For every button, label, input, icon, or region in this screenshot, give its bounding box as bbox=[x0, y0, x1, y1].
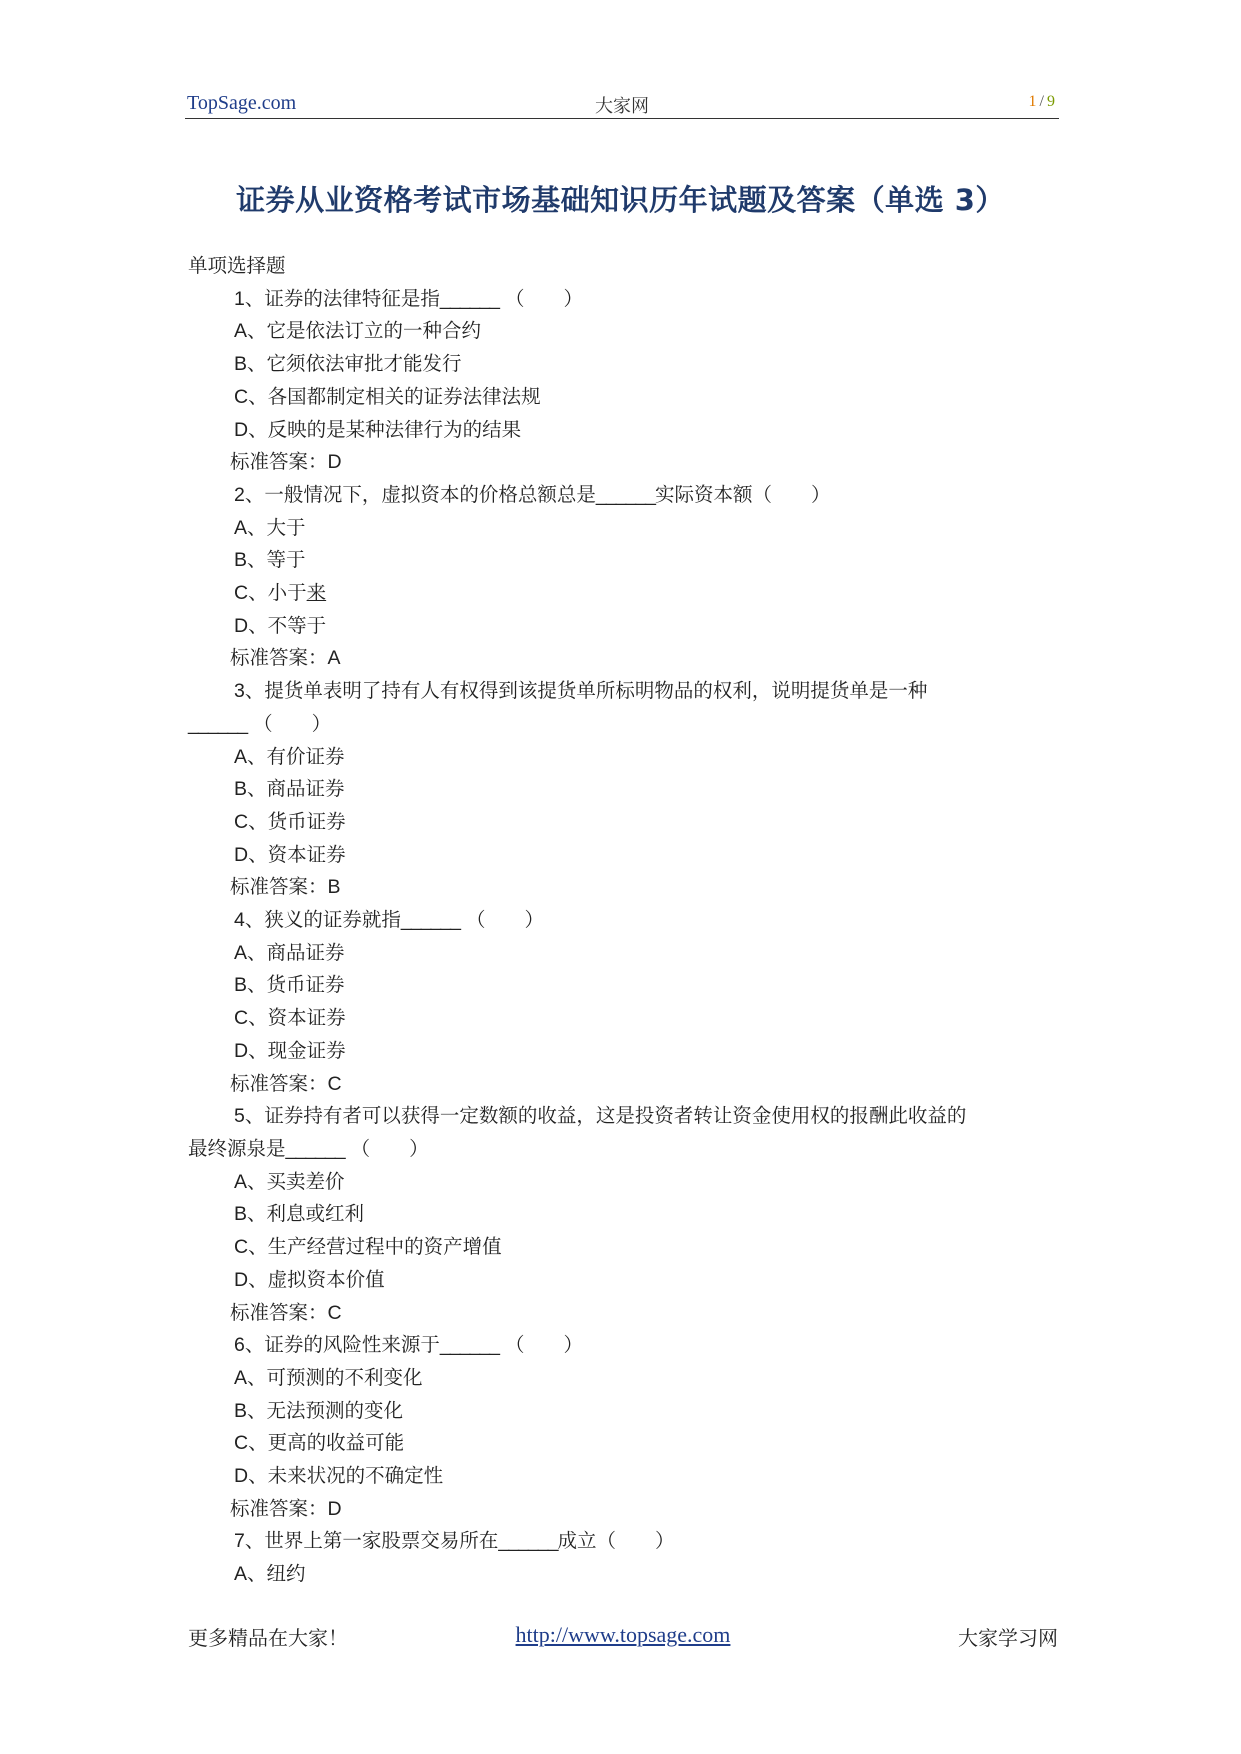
question-stem: 、狭义的证券就指 bbox=[244, 908, 401, 932]
option bbox=[188, 1395, 1058, 1428]
standard-answer bbox=[188, 642, 1058, 675]
option-letter: A bbox=[234, 745, 248, 768]
option-letter: C bbox=[234, 1432, 249, 1455]
option bbox=[188, 1264, 1058, 1297]
option-letter: D bbox=[234, 1268, 249, 1291]
option-letter: D bbox=[234, 843, 249, 866]
answer-blank: ______ bbox=[439, 1334, 499, 1357]
option-text: 、资本证券 bbox=[248, 842, 346, 866]
option-text: 、商品证券 bbox=[247, 940, 345, 964]
option-text: 、纽约 bbox=[247, 1562, 306, 1586]
option-letter: A bbox=[234, 941, 248, 964]
option-text: 、货币证券 bbox=[247, 973, 345, 997]
footer-site-link[interactable]: http://www.topsage.com bbox=[515, 1622, 731, 1647]
page-header bbox=[185, 88, 1059, 119]
option bbox=[188, 348, 1058, 381]
question-suffix: 成立（ ） bbox=[557, 1529, 675, 1553]
question-stem-continued: 最终源泉是 bbox=[188, 1136, 286, 1160]
answer-label: 标准答案： bbox=[230, 1300, 328, 1324]
option-text: 、可预测的不利变化 bbox=[247, 1365, 423, 1389]
standard-answer bbox=[188, 1297, 1058, 1330]
answer-blank: ______ bbox=[498, 1530, 558, 1553]
question-number: 1 bbox=[234, 287, 245, 310]
option bbox=[188, 937, 1058, 970]
option bbox=[188, 512, 1058, 545]
option-text: 、商品证券 bbox=[247, 777, 345, 801]
question-number: 3 bbox=[234, 680, 245, 703]
option-letter: D bbox=[234, 614, 249, 637]
option-extra: 来 bbox=[306, 581, 327, 605]
question-number: 5 bbox=[234, 1105, 245, 1128]
answer-blank: ______ bbox=[439, 287, 499, 310]
answer-blank: ______ bbox=[188, 712, 248, 735]
answer-value: C bbox=[327, 1301, 342, 1324]
section-label: 单项选择题 bbox=[188, 254, 286, 277]
question-3-continued bbox=[188, 708, 1058, 741]
option bbox=[188, 1166, 1058, 1199]
option-text: 、未来状况的不确定性 bbox=[248, 1464, 444, 1488]
option bbox=[188, 1427, 1058, 1460]
option bbox=[188, 773, 1058, 806]
question-number: 7 bbox=[234, 1530, 245, 1553]
option-text: 、货币证券 bbox=[248, 809, 346, 833]
option-text: 、买卖差价 bbox=[247, 1169, 345, 1193]
option bbox=[188, 1198, 1058, 1231]
answer-value: B bbox=[327, 876, 341, 899]
question-7 bbox=[188, 1525, 1058, 1558]
answer-value: D bbox=[327, 451, 342, 474]
option-text: 、反映的是某种法律行为的结果 bbox=[248, 417, 522, 441]
option bbox=[188, 315, 1058, 348]
question-4 bbox=[188, 904, 1058, 937]
option bbox=[188, 610, 1058, 643]
option-letter: A bbox=[234, 1563, 248, 1586]
option bbox=[188, 1558, 1058, 1591]
option-letter: C bbox=[234, 810, 249, 833]
option-text: 、资本证券 bbox=[248, 1006, 346, 1030]
answer-label: 标准答案： bbox=[230, 646, 328, 670]
question-5-continued bbox=[188, 1133, 1058, 1166]
question-stem: 、证券的风险性来源于 bbox=[244, 1333, 440, 1357]
question-stem: 、世界上第一家股票交易所在 bbox=[244, 1529, 499, 1553]
option bbox=[188, 1035, 1058, 1068]
answer-value: C bbox=[327, 1072, 342, 1095]
question-3 bbox=[188, 675, 1058, 708]
answer-blank: ______ bbox=[595, 483, 655, 506]
footer-site-name: 大家学习网 bbox=[958, 1626, 1058, 1650]
option-text: 、不等于 bbox=[248, 613, 327, 637]
option-text: 、无法预测的变化 bbox=[247, 1398, 404, 1422]
question-5 bbox=[188, 1100, 1058, 1133]
page-current: 1 bbox=[1028, 93, 1037, 110]
option bbox=[188, 1362, 1058, 1395]
option-letter: A bbox=[234, 1170, 248, 1193]
question-suffix: （ ） bbox=[504, 286, 583, 310]
question-number: 2 bbox=[234, 483, 245, 506]
option bbox=[188, 839, 1058, 872]
option bbox=[188, 1002, 1058, 1035]
answer-label: 标准答案： bbox=[230, 1496, 328, 1520]
question-suffix: （ ） bbox=[350, 1136, 429, 1160]
option-letter: A bbox=[234, 516, 248, 539]
question-1 bbox=[188, 283, 1058, 316]
question-suffix: （ ） bbox=[253, 711, 332, 735]
standard-answer bbox=[188, 446, 1058, 479]
question-number: 6 bbox=[234, 1334, 245, 1357]
answer-blank: ______ bbox=[400, 909, 460, 932]
question-6 bbox=[188, 1329, 1058, 1362]
standard-answer bbox=[188, 871, 1058, 904]
page-separator: / bbox=[1039, 93, 1044, 110]
option-text: 、它须依法审批才能发行 bbox=[247, 352, 462, 376]
option-letter: B bbox=[234, 353, 248, 376]
header-site-link[interactable]: TopSage.com bbox=[187, 92, 297, 114]
question-number: 4 bbox=[234, 909, 245, 932]
page-footer bbox=[188, 1622, 1058, 1652]
question-suffix: 实际资本额（ ） bbox=[654, 482, 831, 506]
option-letter: C bbox=[234, 582, 249, 605]
option-text: 、现金证券 bbox=[248, 1038, 346, 1062]
question-suffix: （ ） bbox=[465, 908, 544, 932]
option-letter: D bbox=[234, 1039, 249, 1062]
option-letter: B bbox=[234, 974, 248, 997]
question-stem: 、提货单表明了持有人有权得到该提货单所标明物品的权利，说明提货单是一种 bbox=[244, 679, 928, 703]
question-stem: 、一般情况下，虚拟资本的价格总额总是 bbox=[244, 482, 596, 506]
option-letter: B bbox=[234, 549, 248, 572]
answer-label: 标准答案： bbox=[230, 1071, 328, 1095]
option-letter: D bbox=[234, 1465, 249, 1488]
option-text: 、虚拟资本价值 bbox=[248, 1267, 385, 1291]
option bbox=[188, 969, 1058, 1002]
question-stem: 、证券持有者可以获得一定数额的收益，这是投资者转让资金使用权的报酬此收益的 bbox=[244, 1104, 967, 1128]
header-center-title: 大家网 bbox=[595, 96, 649, 117]
option-text: 、更高的收益可能 bbox=[248, 1431, 405, 1455]
document-body bbox=[188, 250, 1058, 1591]
option bbox=[188, 414, 1058, 447]
question-suffix: （ ） bbox=[504, 1333, 583, 1357]
answer-value: D bbox=[327, 1497, 342, 1520]
option-text: 、生产经营过程中的资产增值 bbox=[248, 1235, 502, 1259]
standard-answer bbox=[188, 1068, 1058, 1101]
option bbox=[188, 806, 1058, 839]
question-stem: 、证券的法律特征是指 bbox=[244, 286, 440, 310]
option-letter: C bbox=[234, 385, 249, 408]
option bbox=[188, 544, 1058, 577]
page-counter bbox=[1029, 93, 1055, 111]
answer-value: A bbox=[327, 647, 341, 670]
option-text: 、它是依法订立的一种合约 bbox=[247, 319, 482, 343]
option bbox=[188, 741, 1058, 774]
document-title: 证券从业资格考试市场基础知识历年试题及答案（单选 3） bbox=[236, 183, 1005, 217]
footer-slogan: 更多精品在大家！ bbox=[188, 1626, 348, 1650]
option-text: 、利息或红利 bbox=[247, 1202, 365, 1226]
option-text: 、有价证券 bbox=[247, 744, 345, 768]
standard-answer bbox=[188, 1493, 1058, 1526]
option-letter: A bbox=[234, 320, 248, 343]
option-letter: B bbox=[234, 1399, 248, 1422]
option bbox=[188, 577, 1058, 610]
option bbox=[188, 1460, 1058, 1493]
answer-blank: ______ bbox=[285, 1137, 345, 1160]
question-2 bbox=[188, 479, 1058, 512]
option-text: 、等于 bbox=[247, 548, 306, 572]
option-letter: B bbox=[234, 778, 248, 801]
option-letter: A bbox=[234, 1366, 248, 1389]
answer-label: 标准答案： bbox=[230, 450, 328, 474]
option-text: 、各国都制定相关的证券法律法规 bbox=[248, 384, 541, 408]
option-letter: B bbox=[234, 1203, 248, 1226]
option-text: 、大于 bbox=[247, 515, 306, 539]
option-text: 、小于 bbox=[248, 581, 307, 605]
option-letter: C bbox=[234, 1236, 249, 1259]
answer-label: 标准答案： bbox=[230, 875, 328, 899]
option bbox=[188, 1231, 1058, 1264]
option-letter: D bbox=[234, 418, 249, 441]
page-total: 9 bbox=[1047, 93, 1055, 110]
option bbox=[188, 381, 1058, 414]
option-letter: C bbox=[234, 1007, 249, 1030]
